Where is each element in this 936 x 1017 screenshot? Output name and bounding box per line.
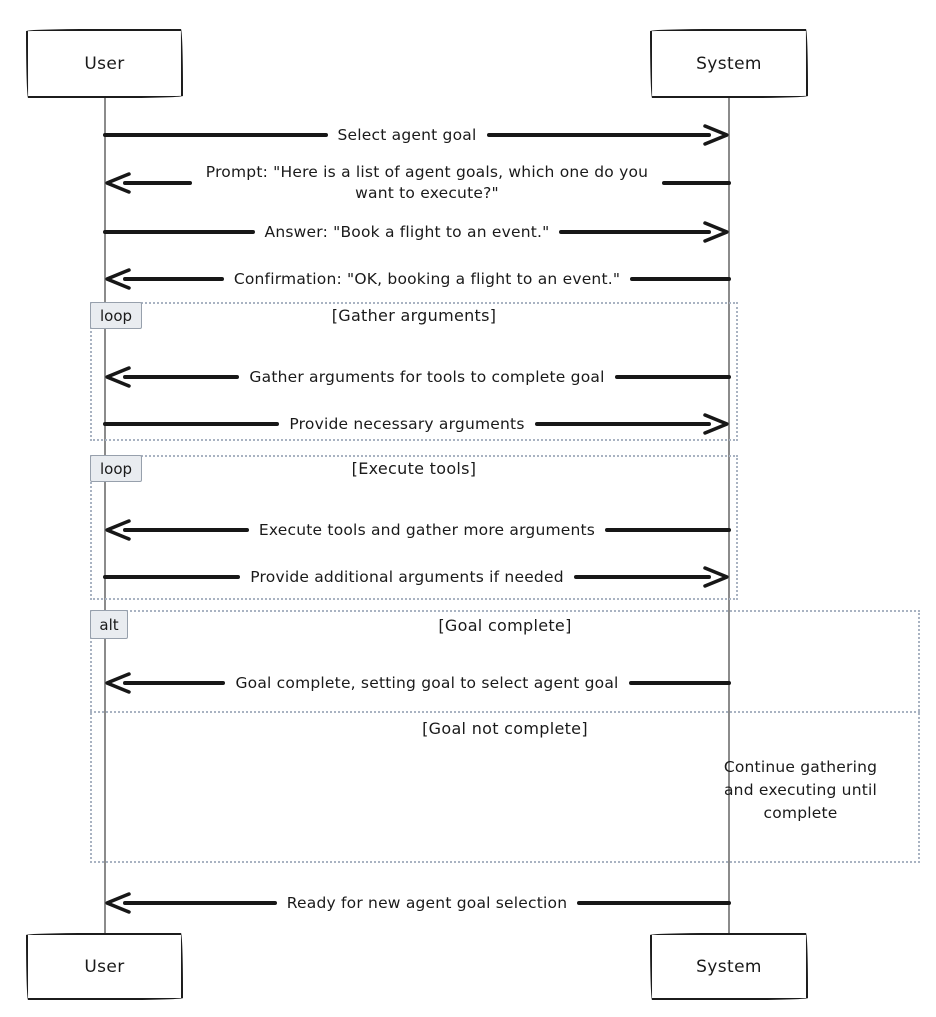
actor-system-label: System [696,956,762,977]
message-label: Provide necessary arguments [289,415,525,433]
actor-system-top [650,29,808,98]
arrowhead-right-icon [697,412,731,436]
message-confirmation-booking [103,259,731,299]
arrowhead-right-icon [697,565,731,589]
message-line [123,901,277,905]
actor-user-top [26,29,183,98]
message-execute-tools [103,510,731,550]
message-line [487,133,712,137]
message-line [559,230,711,234]
loop-label-text: loop [99,306,133,325]
message-line [123,681,225,685]
message-label: Answer: "Book a flight to an event." [264,223,550,241]
message-line [615,375,731,379]
message-prompt-goal-list [103,157,731,209]
message-label: Ready for new agent goal selection [286,894,568,912]
message-line [629,681,731,685]
alt-title-goal-complete: [Goal complete] [438,616,572,635]
loop-label-text: loop [99,459,133,478]
message-line [123,277,224,281]
message-line [574,575,711,579]
alt-title-goal-not-complete: [Goal not complete] [422,719,588,738]
actor-system-bottom [650,933,808,1000]
loop-label-execute [90,455,142,482]
alt-label [90,610,128,639]
message-label: Provide additional arguments if needed [250,568,564,586]
message-provide-necessary-arguments [103,404,731,444]
actor-user-bottom [26,933,183,1000]
message-line [103,575,240,579]
message-line [662,181,731,185]
actor-system-label: System [696,53,762,74]
message-gather-arguments [103,357,731,397]
message-line [123,528,249,532]
arrowhead-right-icon [697,220,731,244]
message-label: Select agent goal [337,126,477,144]
message-line [103,422,279,426]
message-label: Gather arguments for tools to complete goal [249,368,605,386]
message-label: Confirmation: "OK, booking a flight to an event." [233,270,621,288]
loop-title-execute: [Execute tools] [351,459,477,478]
message-line [103,230,255,234]
alt-divider [90,711,920,713]
message-select-agent-goal [103,115,731,155]
message-line [123,181,192,185]
message-line [630,277,731,281]
message-label: Execute tools and gather more arguments [258,521,596,539]
actor-user-label: User [84,956,125,977]
loop-title-gather: [Gather arguments] [331,306,497,325]
loop-label-gather [90,302,142,329]
message-label: Prompt: "Here is a list of agent goals, which one do you want to execute?" [205,163,649,202]
note-continue-gathering: Continue gathering and executing until complete [723,758,878,822]
message-answer-book-flight [103,212,731,252]
message-line [535,422,711,426]
message-line [103,133,328,137]
message-provide-additional-arguments [103,557,731,597]
alt-label-text: alt [99,615,119,634]
message-ready-for-new-goal [103,883,731,923]
message-line [123,375,239,379]
message-line [577,901,731,905]
message-label: Goal complete, setting goal to select agent goal [235,674,619,692]
message-goal-complete [103,663,731,703]
arrowhead-right-icon [697,123,731,147]
actor-user-label: User [84,53,125,74]
message-line [605,528,731,532]
